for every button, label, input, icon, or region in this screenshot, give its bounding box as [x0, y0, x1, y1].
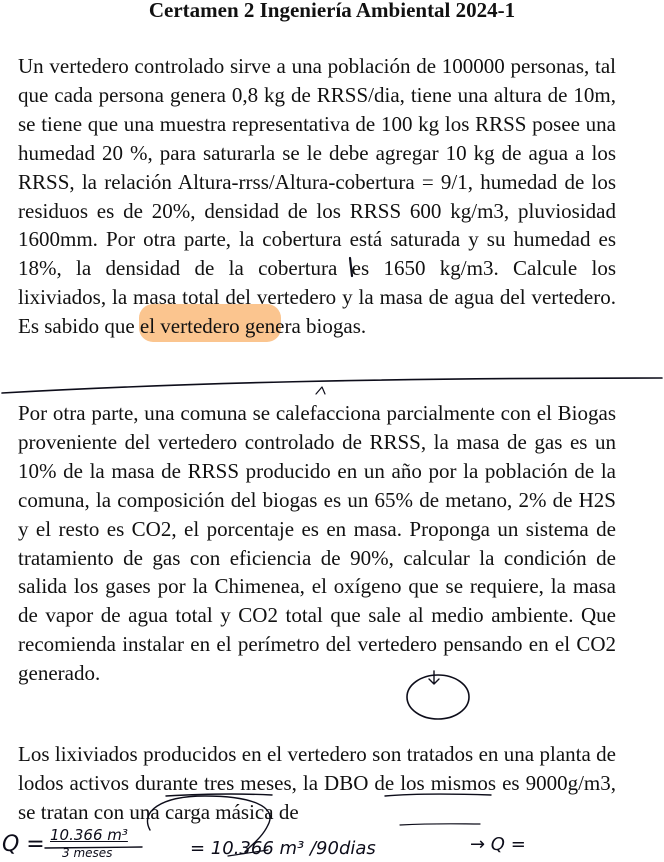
exam-title: Certamen 2 Ingeniería Ambiental 2024-1 — [148, 0, 516, 22]
caret-mark — [316, 387, 325, 394]
handwritten-q-label: Q = — [2, 832, 45, 857]
handwritten-arrow-result: → Q = — [470, 834, 526, 855]
handwritten-denominator: 3 meses — [62, 846, 113, 860]
separator-underline — [2, 378, 662, 393]
handwritten-equals-value: = 10.366 m³ /90dias — [190, 838, 376, 859]
problem-paragraph-3: Los lixiviados producidos en el vertedero son tratados en una planta de lodos activos durante tres meses, la DBO de los mismos es 9000g/m3, se tratan con una carga másica de — [18, 742, 616, 824]
problem-paragraph-1: Un vertedero controlado sirve a una población de 100000 personas, tal que cada persona genera 0,8 kg de RRSS/dia, tiene una altura de 10m, se tiene que una muestra representativa de 100 kg los RRSS posee una humedad 20 %, para saturarla se le debe agregar 10 kg de agua a los RRSS, la relación Altura-rrss/Altura-cobertura = 9/1, humedad de los residuos es de 20%, densidad de los RRSS 600 kg/m3, pluviosidad 1600mm. Por otra parte, la cobertura está saturada y su humedad es 18%, la densidad de la cobertura es 1650 kg/m3. Calcule los lixiviados, la masa total del vertedero y la masa de agua del vertedero. Es sabido que el vertedero genera biogas. — [18, 54, 616, 339]
handwritten-numerator: 10.366 m³ — [50, 826, 128, 844]
problem-paragraph-2: Por otra parte, una comuna se calefacciona parcialmente con el Biogas proveniente del vertedero controlado de RRSS, la masa de gas es un 10% de la masa de RRSS producido en un año por la población de la comuna, la composición del biogas es un 65% de metano, 2% de H2S y el resto es CO2, el porcentaje es en masa. Proponga un sistema de tratamiento de gas con eficiencia de 90%, calcular la condición de salida los gases por la Chimenea, el oxígeno que se requiere, la masa de vapor de agua total y CO2 total que sale al medio ambiente. Que recomienda instalar en el perímetro del vertedero pensando en el CO2 generado. — [18, 401, 616, 686]
